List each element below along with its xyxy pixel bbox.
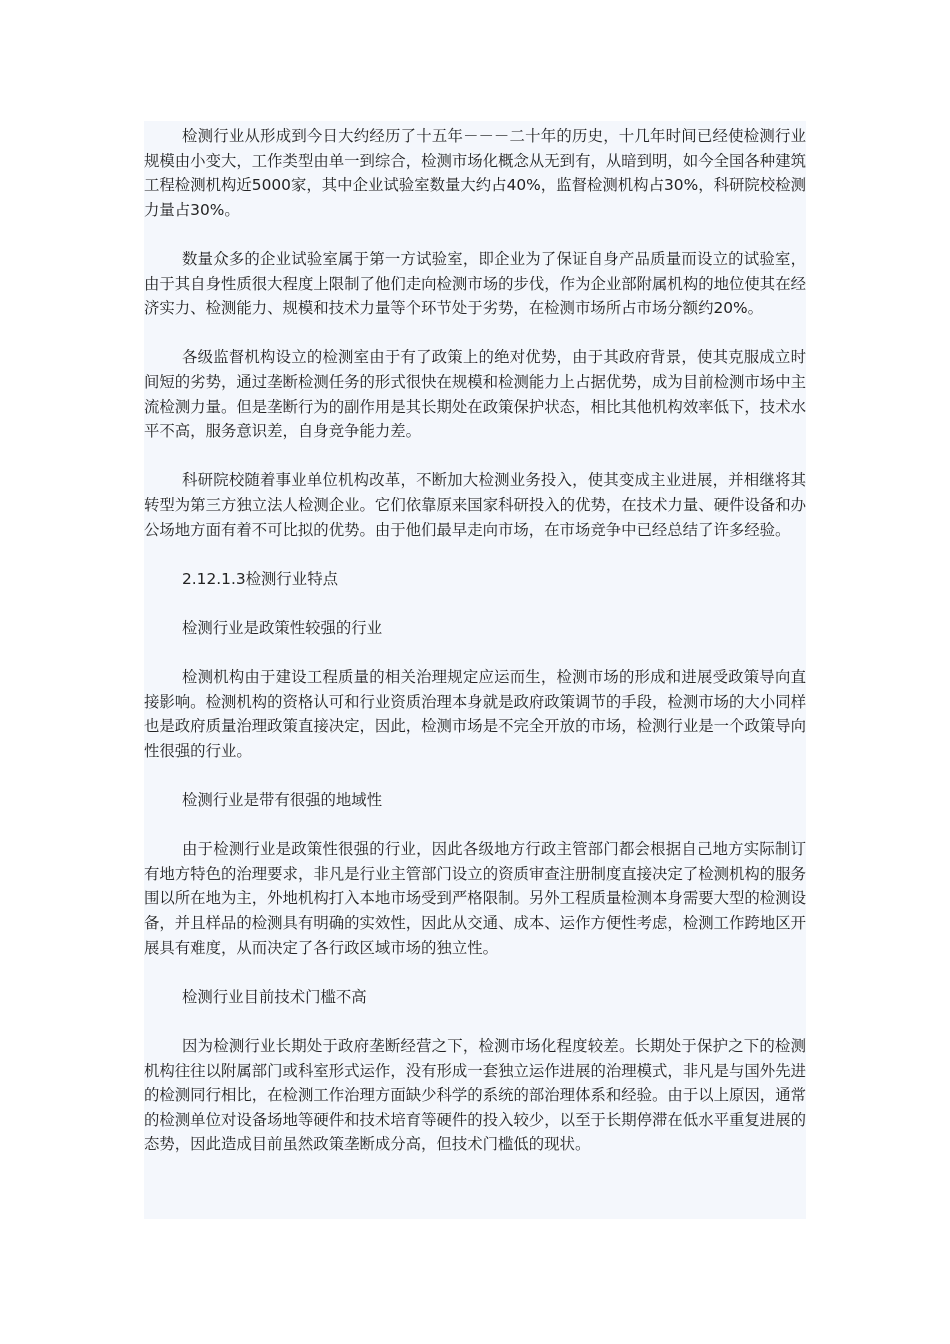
paragraph-regional: 由于检测行业是政策性很强的行业，因此各级地方行政主管部门都会根据自己地方实际制订有地方特色的治理要求，非凡是行业主管部门设立的资质审查注册制度直接决定了检测机构的服务围以所在地为主，外地机构打入本地市场受到严格限制。另外工程质量检测本身需要大型的检测设备，并且样品的检测具有明确的实效性，因此从交通、成本、运作方便性考虑，检测工作跨地区开展具有难度，从而决定了各行政区域市场的独立性。 — [144, 840, 806, 957]
paragraph-threshold: 因为检测行业长期处于政府垄断经营之下，检测市场化程度较差。长期处于保护之下的检测机构往往以附属部门或科室形式运作，没有形成一套独立运作进展的治理模式，非凡是与国外先进的检测同行相比，在检测工作治理方面缺少科学的系统的部治理体系和经验。由于以上原因，通常的检测单位对设备场地等硬件和技术培育等硬件的投入较少，以至于长期停滞在低水平重复进展的态势，因此造成目前虽然政策垄断成分高，但技术门槛低的现状。 — [144, 1036, 806, 1154]
subheading-threshold: 检测行业目前技术门槛不高 — [182, 987, 367, 1006]
paragraph-industry-history: 检测行业从形成到今日大约经历了十五年－－－二十年的历史，十几年时间已经使检测行业规模由小变大，工作类型由单一到综合，检测市场化概念从无到有，从暗到明，如今全国各种建筑工程检测机构近5000家，其中企业试验室数量大约占40%，监督检测机构占30%，科研院校检测力量占30%。 — [144, 127, 806, 219]
paragraph-supervision-agencies: 各级监督机构设立的检测室由于有了政策上的绝对优势，由于其政府背景，使其克服成立时间短的劣势，通过垄断检测任务的形式很快在规模和检测能力上占据优势，成为目前检测市场中主流检测力量。但是垄断行为的副作用是其长期处在政策保护状态，相比其他机构效率低下，技术水平不高，服务意识差，自身竞争能力差。 — [144, 348, 806, 441]
subheading-policy: 检测行业是政策性较强的行业 — [182, 618, 383, 637]
document-body — [144, 124, 806, 1182]
paragraph-research-institutes: 科研院校随着事业单位机构改革，不断加大检测业务投入，使其变成主业进展，并相继将其转型为第三方独立法人检测企业。它们依靠原来国家科研投入的优势，在技术力量、硬件设备和办公场地方面有着不可比拟的优势。由于他们最早走向市场，在市场竞争中已经总结了许多经验。 — [144, 471, 806, 539]
paragraph-policy: 检测机构由于建设工程质量的相关治理规定应运而生，检测市场的形成和进展受政策导向直接影响。检测机构的资格认可和行业资质治理本身就是政府政策调节的手段，检测市场的大小同样也是政府质量治理政策直接决定，因此，检测市场是不完全开放的市场，检测行业是一个政策导向性很强的行业。 — [144, 668, 806, 760]
paragraph-enterprise-labs: 数量众多的企业试验室属于第一方试验室，即企业为了保证自身产品质量而设立的试验室，由于其自身性质很大程度上限制了他们走向检测市场的步伐，作为企业部附属机构的地位使其在经济实力、检测能力、规模和技术力量等个环节处于劣势，在检测市场所占市场分额约20%。 — [144, 249, 806, 318]
section-heading: 2.12.1.3检测行业特点 — [182, 569, 338, 588]
subheading-regional: 检测行业是带有很强的地域性 — [182, 791, 383, 810]
